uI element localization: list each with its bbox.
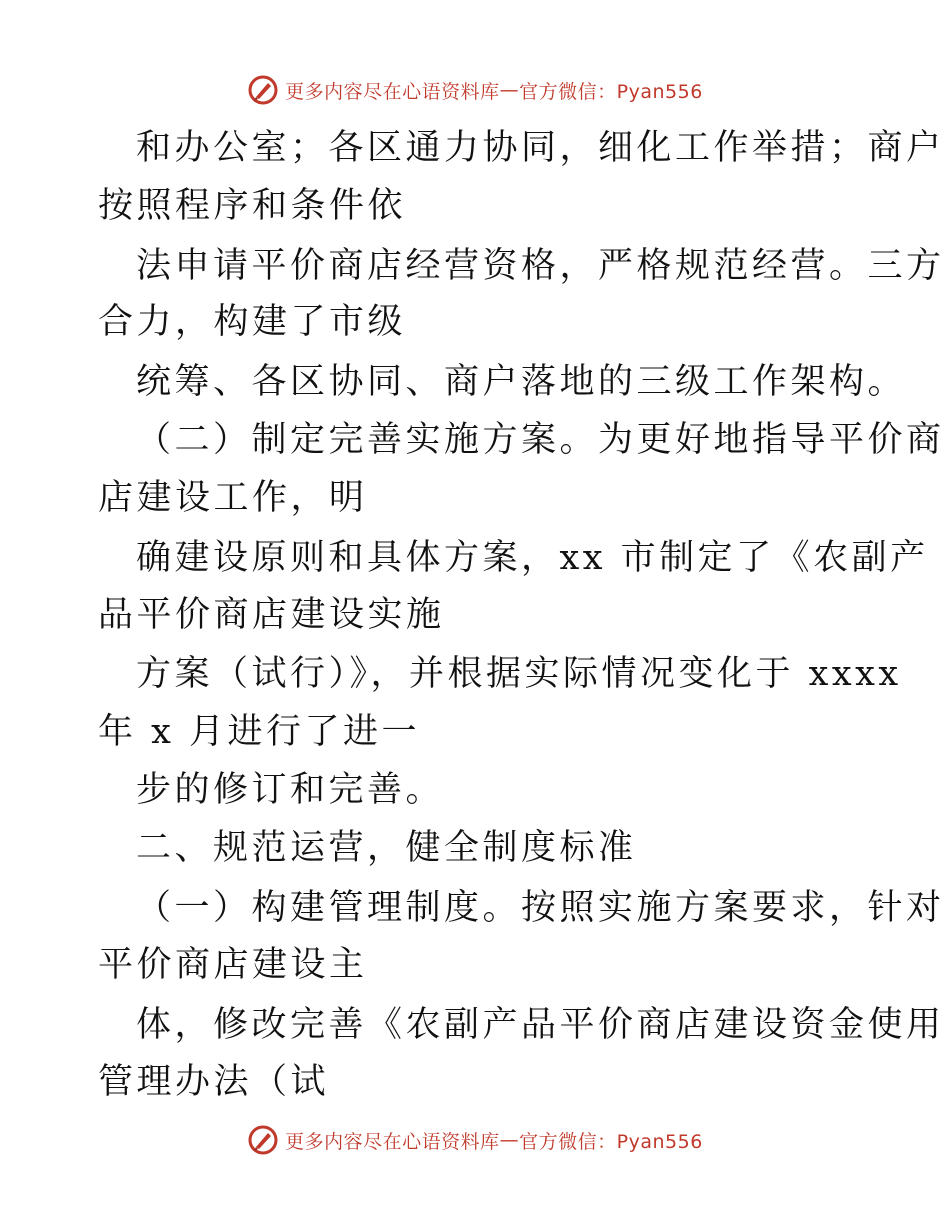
- document-line: 店建设工作，明: [98, 478, 368, 518]
- watermark-brand: 更多内容尽在心语资料库: [285, 1130, 500, 1153]
- header-watermark: [0, 70, 950, 110]
- document-line: 确建设原则和具体方案，xx 市制定了《农副产: [136, 538, 929, 578]
- footer-watermark: [0, 1120, 950, 1160]
- document-line: （二）制定完善实施方案。为更好地指导平价商: [136, 420, 945, 460]
- document-line: 统筹、各区协同、商户落地的三级工作架构。: [136, 362, 907, 402]
- document-line: 平价商店建设主: [98, 945, 368, 985]
- document-line: 品平价商店建设实施: [98, 595, 445, 635]
- document-line: 步的修订和完善。: [136, 770, 445, 810]
- document-line: 和办公室；各区通力协同，细化工作举措；商户: [136, 128, 945, 168]
- document-line: 按照程序和条件依: [98, 186, 407, 226]
- document-line: 体，修改完善《农副产品平价商店建设资金使用: [136, 1005, 945, 1045]
- watermark-contact: 官方微信：Pyan556: [519, 1130, 703, 1153]
- document-line: 合力，构建了市级: [98, 302, 407, 342]
- watermark-separator: —: [499, 79, 520, 101]
- document-line: 法申请平价商店经营资格，严格规范经营。三方: [136, 246, 945, 286]
- document-line: 管理办法（试: [98, 1062, 330, 1102]
- watermark-brand: 更多内容尽在心语资料库: [285, 80, 500, 103]
- watermark-contact: 官方微信：Pyan556: [519, 80, 703, 103]
- document-line: 方案（试行）》，并根据实际情况变化于 xxxx: [136, 654, 902, 694]
- section-heading: 二、规范运营，健全制度标准: [136, 828, 637, 868]
- pen-nib-logo-icon: [247, 1124, 279, 1156]
- document-line: （一）构建管理制度。按照实施方案要求，针对: [136, 888, 945, 928]
- watermark-separator: —: [499, 1129, 520, 1151]
- pen-nib-logo-icon: [247, 74, 279, 106]
- document-line: 年 x 月进行了进一: [98, 712, 420, 752]
